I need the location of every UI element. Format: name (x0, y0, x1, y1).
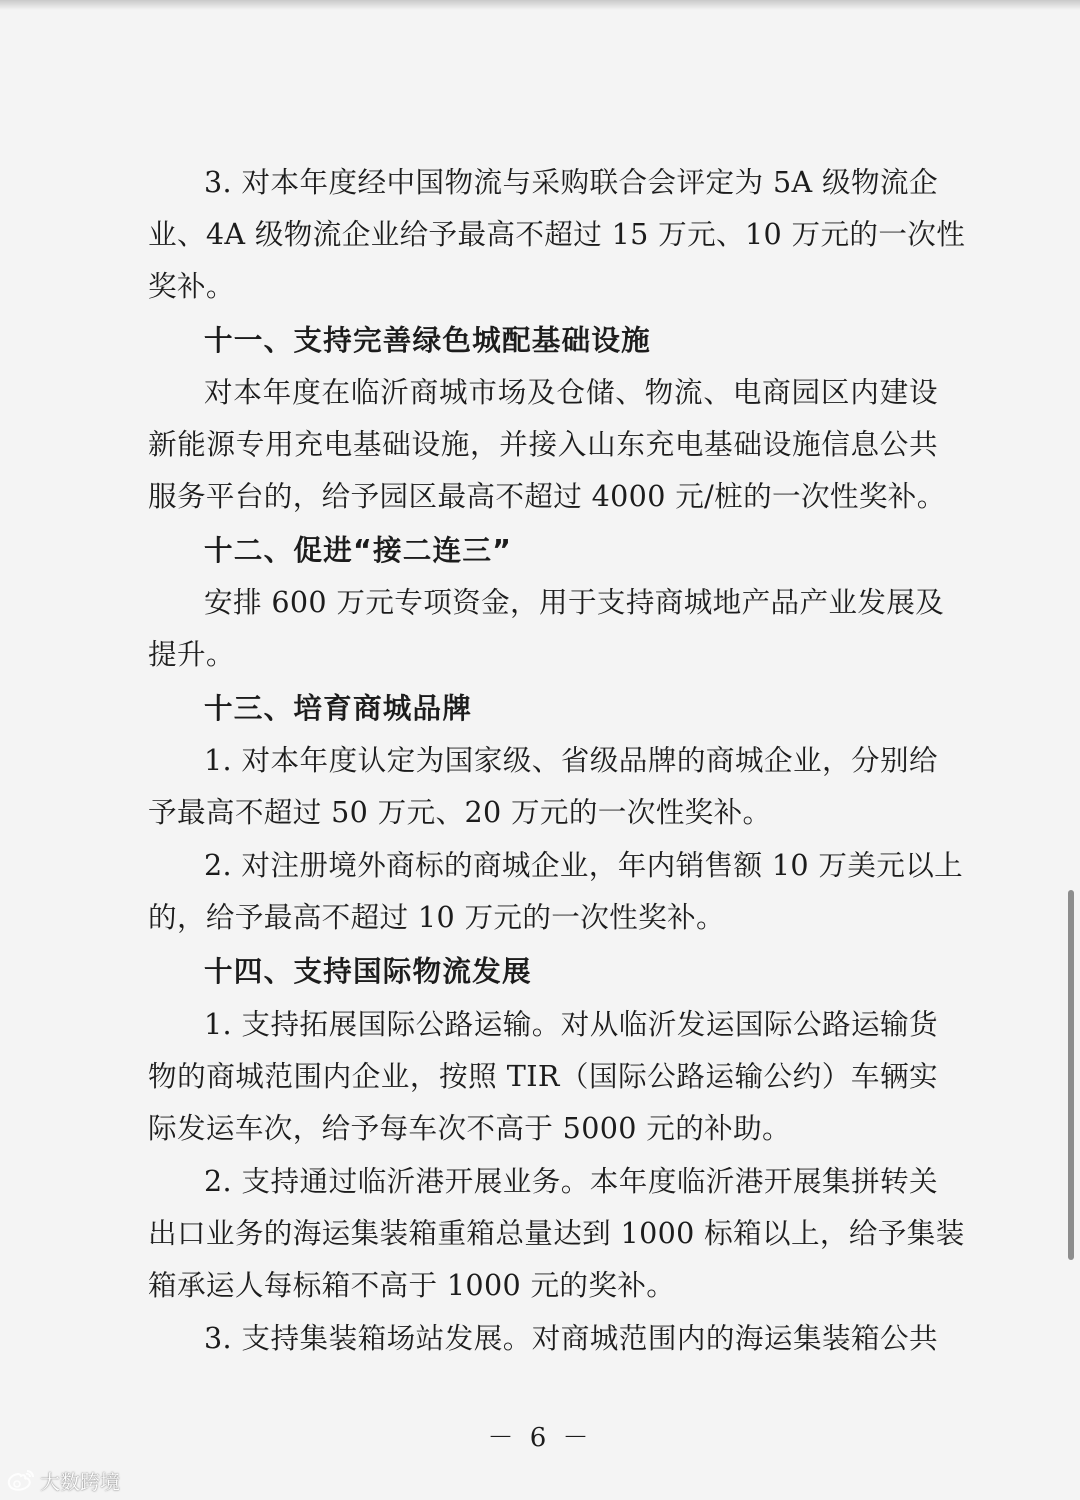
section-13-item-2-line-1: 2. 对注册境外商标的商城企业，年内销售额 10 万美元以上 (204, 848, 964, 882)
section-10-item-3-line-1: 3. 对本年度经中国物流与采购联合会评定为 5A 级物流企 (204, 165, 938, 199)
section-14-item-2-line-1: 2. 支持通过临沂港开展业务。本年度临沂港开展集拼转关 (204, 1164, 938, 1198)
section-12-line-2: 提升。 (148, 637, 235, 671)
section-13-heading: 十三、培育商城品牌 (204, 691, 473, 725)
section-14-item-1-line-2: 物的商城范围内企业，按照 TIR（国际公路运输公约）车辆实 (148, 1059, 938, 1093)
section-10-item-3-line-2: 业、4A 级物流企业给予最高不超过 15 万元、10 万元的一次性 (148, 217, 966, 251)
section-14-item-2-line-2: 出口业务的海运集装箱重箱总量达到 1000 标箱以上，给予集装 (148, 1216, 965, 1250)
scrollbar-thumb[interactable] (1068, 890, 1074, 1260)
section-14-item-1-line-1: 1. 支持拓展国际公路运输。对从临沂发运国际公路运输货 (204, 1007, 938, 1041)
watermark (6, 1465, 120, 1495)
section-14-item-2-line-3: 箱承运人每标箱不高于 1000 元的奖补。 (148, 1268, 676, 1302)
section-12-line-1: 安排 600 万元专项资金，用于支持商城地产品产业发展及 (204, 585, 945, 619)
section-11-heading: 十一、支持完善绿色城配基础设施 (204, 323, 651, 357)
section-11-line-3: 服务平台的，给予园区最高不超过 4000 元/桩的一次性奖补。 (148, 479, 946, 513)
section-14-heading: 十四、支持国际物流发展 (204, 954, 532, 988)
section-13-item-1-line-1: 1. 对本年度认定为国家级、省级品牌的商城企业，分别给 (204, 743, 938, 777)
section-14-item-1-line-3: 际发运车次，给予每车次不高于 5000 元的补助。 (148, 1111, 791, 1145)
section-13-item-2-line-2: 的，给予最高不超过 10 万元的一次性奖补。 (148, 900, 725, 934)
section-12-heading: 十二、促进“接二连三” (204, 533, 513, 567)
page-number: － 6 － (487, 1423, 593, 1453)
section-11-line-2: 新能源专用充电基础设施，并接入山东充电基础设施信息公共 (148, 427, 938, 461)
section-14-item-3-line-1: 3. 支持集装箱场站发展。对商城范围内的海运集装箱公共 (204, 1321, 938, 1355)
section-11-line-1: 对本年度在临沂商城市场及仓储、物流、电商园区内建设 (204, 375, 938, 409)
section-13-item-1-line-2: 予最高不超过 50 万元、20 万元的一次性奖补。 (148, 795, 772, 829)
weibo-icon (6, 1468, 36, 1492)
watermark-text: 大数跨境 (40, 1469, 120, 1494)
section-10-item-3-line-3: 奖补。 (148, 269, 235, 303)
